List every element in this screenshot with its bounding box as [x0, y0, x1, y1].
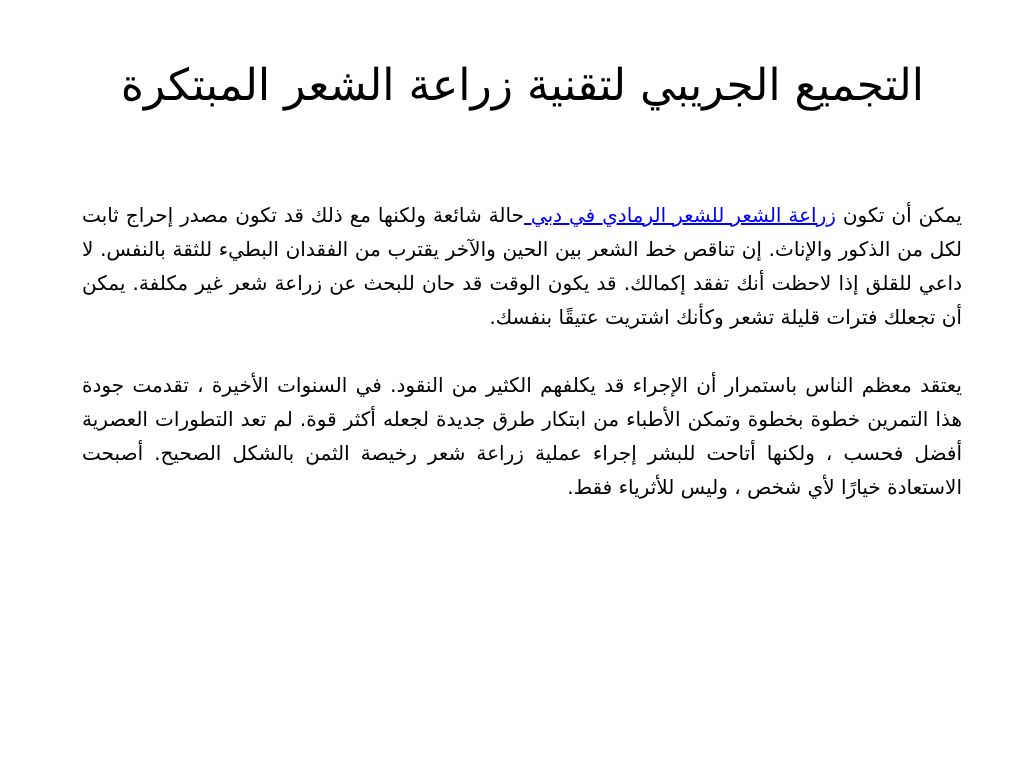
paragraph-1-text-start: يمكن أن تكون [835, 203, 962, 227]
paragraph-1-text-end: حالة شائعة ولكنها مع ذلك قد تكون مصدر إحراج ثابت لكل من الذكور والإناث. إن تناقص خط الشعر بين الحين والآخر يقترب من الفقدان البطيء للثقة بالنفس. لا داعي للقلق إذا لاحظت أنك تفقد إكمالك. قد يكون الوقت قد حان للبحث عن زراعة شعر غير مكلفة. يمكن أن تجعلك فترات قليلة تشعر وكأنك اشتريت عتيقًا بنفسك. [82, 203, 962, 329]
paragraph-2-text: يعتقد معظم الناس باستمرار أن الإجراء قد يكلفهم الكثير من النقود. في السنوات الأخيرة ، تقدمت جودة هذا التمرين خطوة بخطوة وتمكن الأطباء من ابتكار طرق جديدة لجعله أكثر قوة. لم تعد التطورات العصرية أفضل فحسب ، ولكنها أتاحت للبشر إجراء عملية زراعة شعر رخيصة الثمن بالشكل الصحيح. أصبحت الاستعادة خيارًا لأي شخص ، وليس للأثرياء فقط. [82, 373, 962, 499]
slide-title: التجميع الجريبي لتقنية زراعة الشعر المبتكرة [120, 60, 924, 111]
slide-body [82, 198, 962, 538]
paragraph-1 [82, 198, 962, 334]
hair-transplant-dubai-link[interactable]: زراعة الشعر للشعر الرمادي في دبي [523, 203, 836, 227]
paragraph-2 [82, 368, 962, 504]
